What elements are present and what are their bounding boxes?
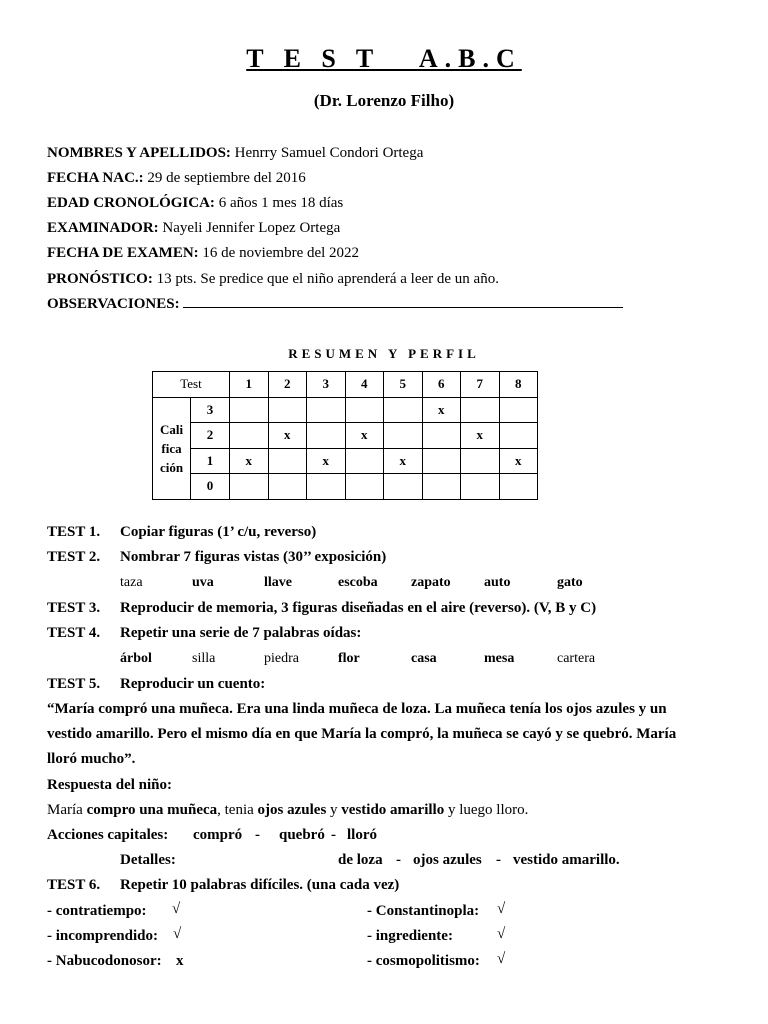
mark-cell <box>384 397 423 423</box>
mark-cell <box>230 423 269 449</box>
mark-cell <box>307 397 346 423</box>
test4-number: TEST 4. <box>47 625 101 641</box>
action-separator: - <box>255 827 260 843</box>
test3-description: Reproducir de memoria, 3 figuras diseñadas en el aire (reverso). (V, B y C) <box>120 600 597 616</box>
test4-word: piedra <box>264 651 299 666</box>
check-mark-icon: √ <box>172 901 181 917</box>
mark-cell <box>268 474 307 500</box>
response-part: vestido amarillo <box>341 802 445 818</box>
detail-item: de loza <box>338 852 383 868</box>
story-line: vestido amarillo. Pero el mismo día en que María la compró, la muñeca se cayó y se quebró. María <box>47 726 677 742</box>
cross-mark-icon: x <box>176 953 184 969</box>
field-label: EXAMINADOR: <box>47 220 159 236</box>
mark-cell <box>268 448 307 474</box>
mark-cell: x <box>384 448 423 474</box>
mark-cell <box>345 474 384 500</box>
test2-number: TEST 2. <box>47 549 101 565</box>
field-value: Nayeli Jennifer Lopez Ortega <box>162 220 341 236</box>
mark-cell <box>307 474 346 500</box>
table-header-col: 3 <box>307 372 346 398</box>
field-name <box>47 145 423 162</box>
field-value: 16 de noviembre del 2022 <box>202 245 360 261</box>
table-header-col: 4 <box>345 372 384 398</box>
score-cell: 0 <box>191 474 230 500</box>
document-title: T E S T A.B.C <box>246 44 522 73</box>
response-part: y luego lloro. <box>444 802 529 818</box>
actions-label: Acciones capitales: <box>47 827 169 843</box>
action-item: compró <box>193 827 243 843</box>
mark-cell <box>230 474 269 500</box>
detail-separator: - <box>396 852 401 868</box>
row-label-line: fica <box>161 440 182 456</box>
row-label-line: Cali <box>159 421 184 437</box>
test1-number: TEST 1. <box>47 524 101 540</box>
check-mark-icon: √ <box>497 951 506 967</box>
mark-cell: x <box>230 448 269 474</box>
test2-word: auto <box>484 575 511 590</box>
mark-cell: x <box>422 397 461 423</box>
child-response <box>47 802 528 819</box>
test4-description: Repetir una serie de 7 palabras oídas: <box>120 625 362 641</box>
field-exam-date <box>47 245 359 262</box>
score-cell: 1 <box>191 448 230 474</box>
response-label: Respuesta del niño: <box>47 777 173 793</box>
mark-cell <box>499 397 538 423</box>
table-row <box>153 448 538 474</box>
mark-cell <box>268 397 307 423</box>
mark-cell <box>384 474 423 500</box>
test2-word: llave <box>264 575 292 590</box>
action-separator: - <box>331 827 336 843</box>
table-header-col: 7 <box>461 372 500 398</box>
field-value: 6 años 1 mes 18 días <box>218 195 344 211</box>
response-part: y <box>326 802 342 818</box>
observations-blank-line <box>183 296 623 308</box>
test2-description: Nombrar 7 figuras vistas (30’’ exposición) <box>120 549 387 565</box>
test6-number: TEST 6. <box>47 877 101 893</box>
field-label: FECHA NAC.: <box>47 170 144 186</box>
mark-cell <box>307 423 346 449</box>
field-observations <box>47 296 623 313</box>
mark-cell <box>384 423 423 449</box>
response-part: ojos azules <box>257 802 327 818</box>
difficult-word: - Nabucodonosor: <box>47 953 162 969</box>
response-part: compro una muñeca <box>86 802 218 818</box>
mark-cell <box>345 448 384 474</box>
field-value: 29 de septiembre del 2016 <box>147 170 306 186</box>
table-header-col: 2 <box>268 372 307 398</box>
test2-word: escoba <box>338 575 378 590</box>
response-part: María <box>47 802 87 818</box>
test5-description: Reproducir un cuento: <box>120 676 266 692</box>
difficult-word: - incomprendido: <box>47 928 158 944</box>
test2-word: gato <box>557 575 583 590</box>
mark-cell: x <box>268 423 307 449</box>
test4-word: silla <box>192 651 216 666</box>
test4-word: cartera <box>557 651 596 666</box>
test2-word: zapato <box>411 575 451 590</box>
test2-word: uva <box>192 575 214 590</box>
mark-cell <box>422 448 461 474</box>
test6-description: Repetir 10 palabras difíciles. (una cada vez) <box>120 877 400 893</box>
details-label: Detalles: <box>120 852 176 868</box>
difficult-word: - contratiempo: <box>47 903 147 919</box>
profile-section-title: RESUMEN Y PERFIL <box>288 346 480 361</box>
table-row <box>153 474 538 500</box>
check-mark-icon: √ <box>497 926 506 942</box>
mark-cell <box>230 397 269 423</box>
field-examiner <box>47 220 340 237</box>
story-line: “María compró una muñeca. Era una linda muñeca de loza. La muñeca tenía los ojos azules y un <box>47 701 667 717</box>
field-prognosis <box>47 271 499 288</box>
detail-item: vestido amarillo. <box>513 852 620 868</box>
profile-table <box>152 371 538 500</box>
test5-number: TEST 5. <box>47 676 101 692</box>
table-row <box>153 397 538 423</box>
action-item: quebró <box>279 827 325 843</box>
table-header-col: 5 <box>384 372 423 398</box>
table-row <box>153 423 538 449</box>
field-chronological-age <box>47 195 343 212</box>
mark-cell: x <box>345 423 384 449</box>
field-label: NOMBRES Y APELLIDOS: <box>47 145 231 161</box>
table-header-test: Test <box>153 372 230 398</box>
mark-cell <box>461 474 500 500</box>
test4-word: flor <box>338 651 360 666</box>
check-mark-icon: √ <box>497 901 506 917</box>
story-line: lloró mucho”. <box>47 751 136 767</box>
table-header-row <box>153 372 538 398</box>
mark-cell <box>345 397 384 423</box>
detail-item: ojos azules <box>413 852 482 868</box>
mark-cell <box>461 448 500 474</box>
mark-cell <box>499 423 538 449</box>
mark-cell <box>461 397 500 423</box>
score-cell: 3 <box>191 397 230 423</box>
test2-word: taza <box>120 575 143 590</box>
mark-cell: x <box>307 448 346 474</box>
mark-cell: x <box>461 423 500 449</box>
table-header-col: 6 <box>422 372 461 398</box>
field-birthdate <box>47 170 306 187</box>
mark-cell <box>422 474 461 500</box>
field-value: 13 pts. Se predice que el niño aprenderá a leer de un año. <box>156 271 499 287</box>
field-label: EDAD CRONOLÓGICA: <box>47 195 215 211</box>
document-subtitle: (Dr. Lorenzo Filho) <box>313 91 455 110</box>
test3-number: TEST 3. <box>47 600 101 616</box>
detail-separator: - <box>496 852 501 868</box>
action-item: lloró <box>347 827 377 843</box>
score-cell: 2 <box>191 423 230 449</box>
row-label-line: ción <box>159 459 184 475</box>
test1-description: Copiar figuras (1’ c/u, reverso) <box>120 524 317 540</box>
response-part: , tenia <box>217 802 258 818</box>
test4-word: árbol <box>120 651 152 666</box>
field-label: PRONÓSTICO: <box>47 271 153 287</box>
table-header-col: 8 <box>499 372 538 398</box>
difficult-word: - ingrediente: <box>367 928 453 944</box>
row-label-calificacion <box>153 397 191 499</box>
table-header-col: 1 <box>230 372 269 398</box>
difficult-word: - Constantinopla: <box>367 903 480 919</box>
mark-cell <box>422 423 461 449</box>
field-value: Henrry Samuel Condori Ortega <box>234 145 424 161</box>
test4-word: casa <box>411 651 437 666</box>
field-label: FECHA DE EXAMEN: <box>47 245 199 261</box>
mark-cell <box>499 474 538 500</box>
difficult-word: - cosmopolitismo: <box>367 953 480 969</box>
test4-word: mesa <box>484 651 515 666</box>
check-mark-icon: √ <box>173 926 182 942</box>
mark-cell: x <box>499 448 538 474</box>
field-label: OBSERVACIONES: <box>47 296 180 312</box>
